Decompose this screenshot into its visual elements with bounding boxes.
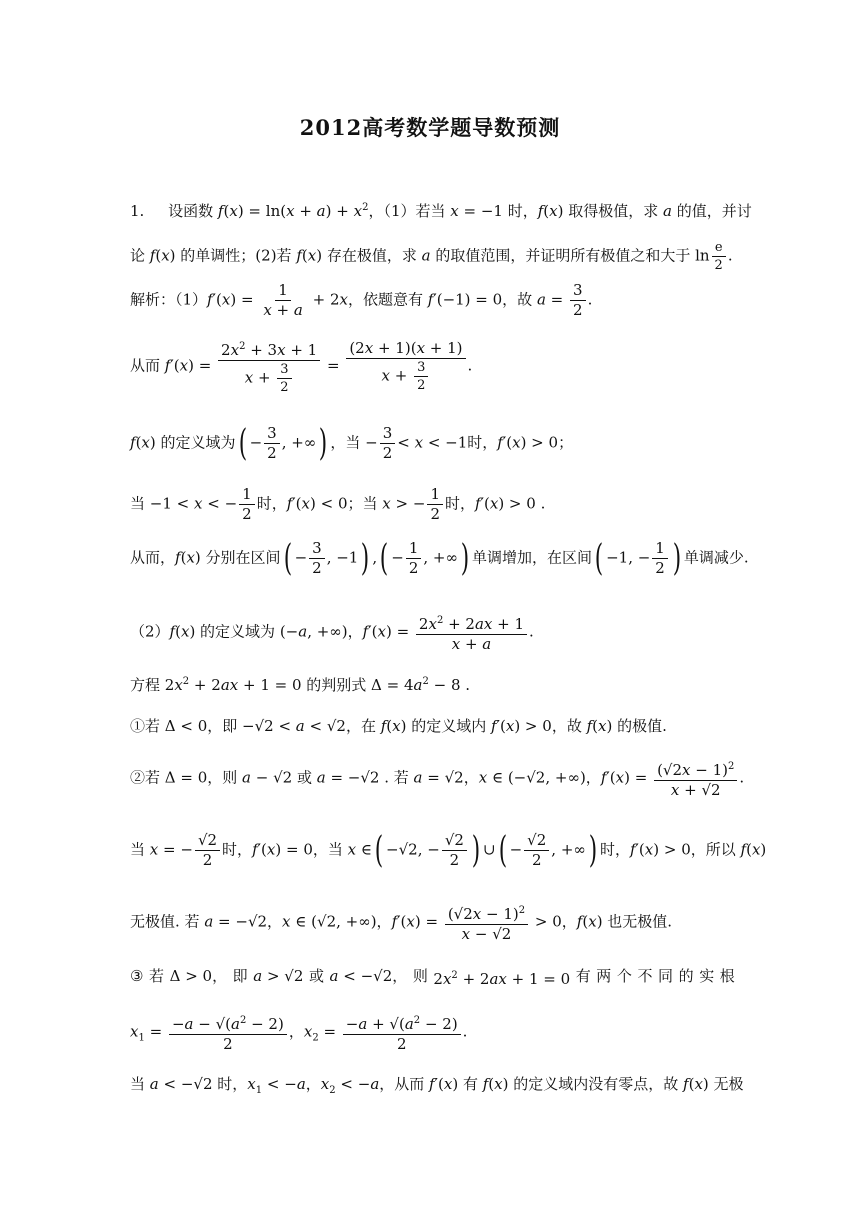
solution-line-13: $x_1$ = $\frac{-a - √(a^2 - 2)}{2}$ ，$x_2$ = $\frac{-a + √(a^2 - 2)}{2}$ . — [130, 1012, 735, 1053]
problem-line-1: 1. 设函数 $f(x) = \ln(x + a) + x^2$，（1）若当 x = −1 时，f(x) 取得极值，求 a 的值，并讨 — [130, 202, 752, 220]
solution-line-1: 解析：（1）f′(x) = $\frac{1}{x + a}$ + 2x，依题意有 f′(−1) = 0，故 a = $\frac{3}{2}$ . — [130, 281, 593, 319]
solution-line-12: ③ 若 Δ > 0， 即 a > √2 或 a < −√2， 则 $2x^2 + 2ax + 1 = 0$ 有 两 个 不 同 的 实 根 — [130, 967, 735, 988]
solution-line-10: 当 x = − $\frac{√2}{2}$ 时，f′(x) = 0，当 x ∈( −√2, − $\frac{√2}{2}$ ) ∪( − $\frac{√2}{2}$ , +∞) 时，f′(x) > 0，所以 f(x) — [130, 829, 767, 871]
solution-line-9: ②若 Δ = 0，则 a − √2 或 a = −√2 . 若 a = √2，x ∈ (−√2, +∞)，f′(x) = $\frac{(√2x - 1)^2}{x + √2}$ . — [130, 758, 735, 799]
solution-line-8: ①若 Δ < 0，即 −√2 < a < √2，在 f(x) 的定义域内 f′(x) > 0，故 f(x) 的极值. — [130, 717, 667, 735]
solution-line-14: 当 a < −√2 时，$x_1 < -a$，$x_2 < -a$，从而 f′(x) 有 f(x) 的定义域内没有零点，故 f(x) 无极 — [130, 1075, 744, 1096]
solution-line-4: 当 −1 < x < − $\frac{1}{2}$ 时，f′(x) < 0；当 x > − $\frac{1}{2}$ 时，f′(x) > 0 . — [130, 485, 546, 523]
solution-line-7: 方程 $2x^2 + 2ax + 1 = 0$ 的判别式 $\Delta = 4a^2 - 8$ . — [130, 676, 471, 694]
solution-line-2: 从而 f′(x) = $2x^2 + 3x + 1$ x + $\frac{3}{2}$ = (2x + 1)(x + 1) x + $\frac{3}{2}$ . — [130, 339, 473, 395]
problem-line-2: 论 f(x) 的单调性；(2)若 f(x) 存在极值，求 a 的取值范围，并证明所有极值之和大于 ln $\frac{e}{2}$ . — [130, 240, 733, 273]
solution-line-5: 从而，f(x) 分别在区间( − $\frac{3}{2}$ , −1) ,( − $\frac{1}{2}$ , +∞) 单调增加，在区间( −1, − $\frac{1}{2}$ ) 单调减少. — [130, 537, 749, 579]
page-title: 2012高考数学题导数预测 — [299, 115, 561, 140]
solution-line-11: 无极值. 若 a = −√2，x ∈ (√2, +∞)，f′(x) = $\frac{(√2x - 1)^2}{x - √2}$ > 0，f(x) 也无极值. — [130, 902, 735, 943]
solution-line-6: （2）f(x) 的定义域为 (−a, +∞)，f′(x) = $\frac{2x^2 + 2ax + 1}{x + a}$ . — [130, 612, 735, 653]
solution-line-3: f(x) 的定义域为( − $\frac{3}{2}$ , +∞) ，当 − $\frac{3}{2}$ < x < −1时，f′(x) > 0； — [130, 422, 574, 464]
